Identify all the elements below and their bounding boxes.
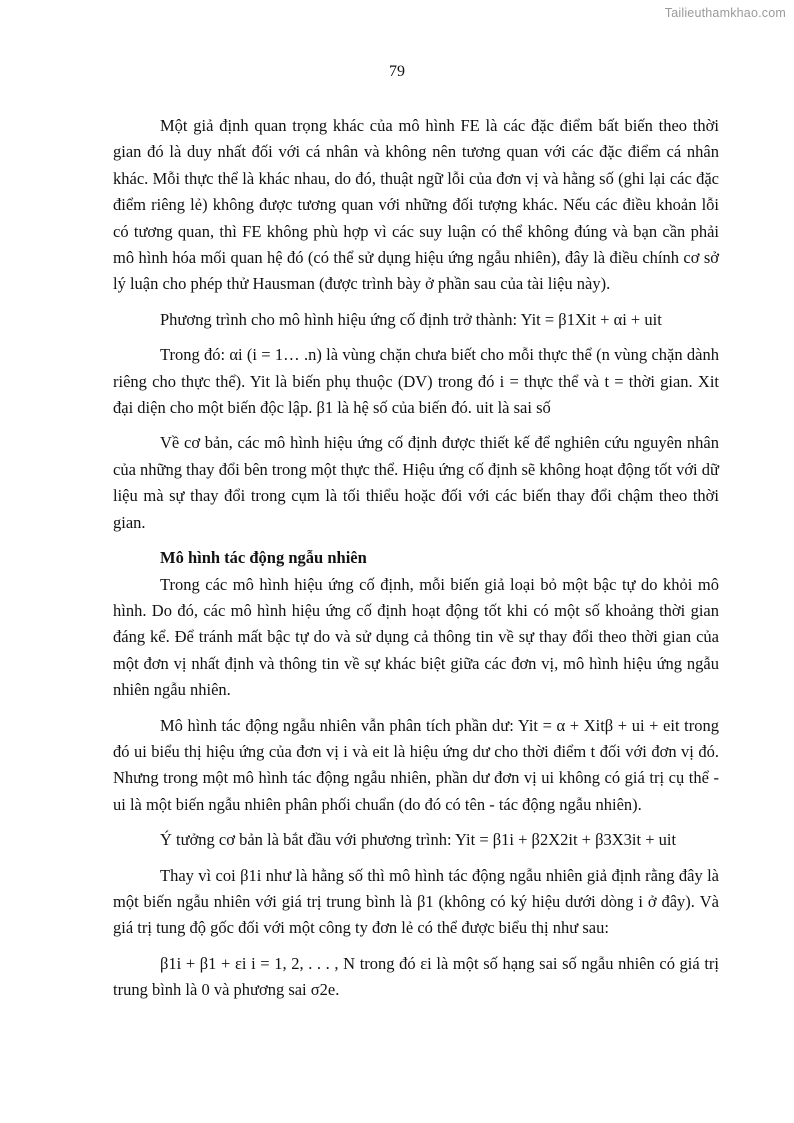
paragraph-fe-equation: Phương trình cho mô hình hiệu ứng cố định trở thành: Yit = β1Xit + αi + uit xyxy=(160,309,662,329)
paragraph-re-residuals: Mô hình tác động ngẫu nhiên vẫn phân tích phần dư: Yit = α + Xitβ + ui + eit trong đó ui biểu thị hiệu ứng của đơn vị i và eit là hiệu ứng dư cho thời điểm t đối với đơn vị đó. Nhưng trong một mô hình tác động ngẫu nhiên, phần dư đơn vị ui không có giá trị cụ thể - ui là một biến ngẫu nhiên phân phối chuẩn (do đó có tên - tác động ngẫu nhiên). xyxy=(113,715,719,814)
paragraph-error-term: β1i + β1 + εi i = 1, 2, . . . , N trong đó εi là một số hạng sai số ngẫu nhiên có giá trị trung bình là 0 và phương sai σ2e. xyxy=(113,953,719,1000)
paragraph-re-intercept: Thay vì coi β1i như là hằng số thì mô hình tác động ngẫu nhiên giả định rằng đây là một biến ngẫu nhiên với giá trị trung bình là β1 (không có ký hiệu dưới dòng i ở đây). Và giá trị tung độ gốc đối với một công ty đơn lẻ có thể được biểu thị như sau: xyxy=(113,865,719,938)
paragraph-degrees-of-freedom: Trong các mô hình hiệu ứng cố định, mỗi biến giả loại bỏ một bậc tự do khỏi mô hình. Do đó, các mô hình hiệu ứng cố định hoạt động tốt khi có một số khoảng thời gian đáng kể. Để tránh mất bậc tự do và sử dụng cả thông tin về sự thay đổi theo thời gian của một đơn vị nhất định và thông tin về sự khác biệt giữa các đơn vị, mô hình hiệu ứng ngẫu nhiên ngẫu nhiên. xyxy=(113,574,719,700)
section-heading: Mô hình tác động ngẫu nhiên xyxy=(160,548,367,568)
paragraph-fe-assumption: Một giả định quan trọng khác của mô hình FE là các đặc điểm bất biến theo thời gian đó là duy nhất đối với cá nhân và không nên tương quan với các đặc điểm cá nhân khác. Mỗi thực thể là khác nhau, do đó, thuật ngữ lỗi của đơn vị và hằng số (ghi lại các đặc điểm riêng lẻ) không được tương quan với những đối tượng khác. Nếu các điều khoản lỗi có tương quan, thì FE không phù hợp vì các suy luận có thể không đúng và bạn cần phải mô hình hóa mối quan hệ đó (có thể sử dụng hiệu ứng ngẫu nhiên), đây là điều chính cơ sở lý luận cho phép thử Hausman (được trình bày ở phần sau của tài liệu này). xyxy=(113,116,719,294)
paragraph-fe-purpose: Về cơ bản, các mô hình hiệu ứng cố định được thiết kế để nghiên cứu nguyên nhân của những thay đổi bên trong một thực thể. Hiệu ứng cố định sẽ không hoạt động tốt với dữ liệu mà sự thay đổi trong cụm là tối thiểu hoặc đối với các biến thay đổi chậm theo thời gian. xyxy=(113,433,719,532)
document-body xyxy=(113,113,719,1013)
paragraph-equation-terms: Trong đó: αi (i = 1… .n) là vùng chặn chưa biết cho mỗi thực thể (n vùng chặn dành riêng cho thực thể). Yit là biến phụ thuộc (DV) trong đó i = thực thể và t = thời gian. Xit đại diện cho một biến độc lập. β1 là hệ số của biến đó. uit là sai số xyxy=(113,345,719,418)
watermark: Tailieuthamkhao.com xyxy=(664,6,786,20)
page-number: 79 xyxy=(389,63,405,80)
paragraph-re-equation: Ý tưởng cơ bản là bắt đầu với phương trình: Yit = β1i + β2X2it + β3X3it + uit xyxy=(160,830,677,850)
